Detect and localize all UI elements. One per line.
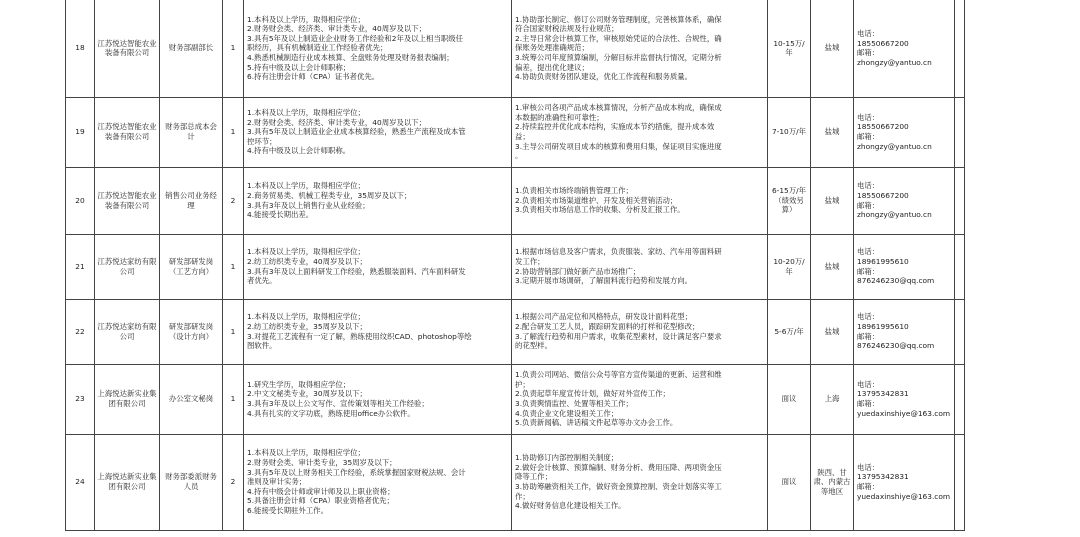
work-location: 上海	[811, 364, 854, 434]
duty-line: 作；	[515, 491, 530, 501]
requirements-cell	[244, 234, 512, 299]
duty-line: 4.做好财务信息化建设相关工作。	[515, 501, 626, 511]
headcount: 1	[223, 364, 244, 434]
table-body	[66, 0, 965, 530]
requirement-line: 1.本科及以上学历，取得相应学位；	[247, 312, 365, 322]
requirement-line: 1.本科及以上学历，取得相应学位；	[247, 448, 365, 458]
table-row	[66, 299, 965, 364]
duty-line: 的花型样。	[515, 341, 552, 351]
contact-cell	[854, 299, 955, 364]
duty-line: 3.主导公司研发项目成本的核算和费用归集，保证项目实施进度	[515, 141, 722, 151]
company-name: 江苏悦达家纺有限公司	[95, 299, 160, 364]
duty-line: 5.负责新闻稿、讲话稿文件起草等办文办会工作。	[515, 418, 678, 428]
salary: 10-15万/年	[768, 0, 811, 97]
contact-line: 18550667200	[857, 190, 909, 200]
table-row	[66, 364, 965, 434]
work-location: 盐城	[811, 167, 854, 234]
contact-line: zhongzy@yantuo.cn	[857, 57, 932, 67]
contact-line: yuedaxinshiye@163.com	[857, 491, 951, 501]
contact-cell	[854, 0, 955, 97]
duty-line: 本数据的准确性和可靠性；	[515, 112, 604, 122]
department-position: 办公室文秘岗	[160, 364, 223, 434]
duty-line: 偏差，提出优化建议；	[515, 62, 589, 72]
requirement-line: 2.纺工纺织类专业，35周岁及以下；	[247, 321, 367, 331]
row-number: 24	[66, 434, 95, 530]
headcount: 1	[223, 0, 244, 97]
duty-line: 发工作；	[515, 256, 545, 266]
recruitment-table	[65, 0, 965, 531]
contact-line: 电话：	[857, 181, 880, 191]
requirements-cell	[244, 434, 512, 530]
duties-cell	[512, 299, 768, 364]
requirement-line: 2.财务财会类、经济类、审计类专业，40周岁及以下；	[247, 24, 427, 34]
blank-cell	[955, 299, 965, 364]
contact-line: 18550667200	[857, 122, 909, 132]
duty-line: 保账务处理准确规范；	[515, 43, 589, 53]
company-name: 江苏悦达智能农业装备有限公司	[95, 167, 160, 234]
duty-line: 2.主导日常会计核算工作，审核原始凭证的合法性、合规性，确	[515, 33, 722, 43]
requirement-line: 2.财务财会类、审计类专业，35周岁及以下；	[247, 457, 397, 467]
company-name: 江苏悦达家纺有限公司	[95, 234, 160, 299]
requirement-line: 3.对提花工艺流程有一定了解，熟练使用纹织CAD、photoshop等绘	[247, 331, 472, 341]
table-row	[66, 234, 965, 299]
contact-line: 邮箱：	[857, 132, 880, 141]
requirement-line: 2.商务贸易类、机械工程类专业，35周岁及以下；	[247, 190, 412, 200]
requirements-cell	[244, 0, 512, 97]
requirement-line: 4.具有扎实的文字功底，熟练使用office办公软件。	[247, 408, 415, 418]
requirement-line: 1.研究生学历，取得相应学位；	[247, 379, 351, 389]
contact-cell	[854, 97, 955, 167]
work-location: 陕西、甘肃、内蒙古等地区	[811, 434, 854, 530]
contact-line: 18961995610	[857, 256, 909, 266]
requirement-line: 3.具有5年及以上制造业企业成本核算经验，熟悉生产流程及成本管	[247, 127, 466, 137]
headcount: 1	[223, 97, 244, 167]
requirement-line: 者优先。	[247, 276, 277, 286]
duties-cell	[512, 167, 768, 234]
requirement-line: 5.具备注册会计师（CPA）职业资格者优先；	[247, 496, 394, 506]
contact-line: 邮箱：	[857, 331, 880, 341]
duties-cell	[512, 234, 768, 299]
row-number: 21	[66, 234, 95, 299]
headcount: 1	[223, 299, 244, 364]
blank-cell	[955, 364, 965, 434]
salary: 7-10万/年	[768, 97, 811, 167]
contact-line: 电话：	[857, 379, 880, 389]
duties-cell	[512, 97, 768, 167]
contact-line: 18961995610	[857, 321, 909, 331]
duty-line: 4.协助负责财务团队建设，优化工作流程和服务质量。	[515, 72, 693, 82]
duty-line: 2.负责相关市场渠道维护、开发及相关营销活动；	[515, 195, 678, 205]
work-location: 盐城	[811, 299, 854, 364]
row-number: 22	[66, 299, 95, 364]
work-location: 盐城	[811, 234, 854, 299]
contact-line: 13795342831	[857, 389, 909, 399]
duty-line: 4.负责企业文化建设相关工作；	[515, 408, 619, 418]
requirement-line: 3.具有3年及以上面料研发工作经验，熟悉服装面料、汽车面料研发	[247, 266, 466, 276]
requirement-line: 4.能接受长期出差。	[247, 210, 314, 220]
row-number: 18	[66, 0, 95, 97]
company-name: 上海悦达新实业集团有限公司	[95, 364, 160, 434]
contact-line: 电话：	[857, 462, 880, 472]
salary: 面议	[768, 434, 811, 530]
duty-line: 。	[515, 151, 523, 161]
row-number: 23	[66, 364, 95, 434]
requirement-line: 准则及审计实务；	[247, 477, 307, 487]
requirement-line: 控环节；	[247, 136, 277, 146]
contact-line: 876246230@qq.com	[857, 276, 935, 286]
requirements-cell	[244, 299, 512, 364]
requirement-line: 职经历，具有机械制造业工作经验者优先；	[247, 43, 388, 53]
duties-cell	[512, 364, 768, 434]
contact-line: yuedaxinshiye@163.com	[857, 408, 951, 418]
duty-line: 3.了解流行趋势和用户需求，收集花型素材，设计满足客户要求	[515, 331, 722, 341]
requirement-line: 3.具有3年及以上销售行业从业经验；	[247, 200, 370, 210]
duty-line: 1.协助部长制定、修订公司财务管理制度，完善核算体系，确保	[515, 14, 722, 24]
requirement-line: 1.本科及以上学历，取得相应学位；	[247, 14, 365, 24]
blank-cell	[955, 234, 965, 299]
company-name: 上海悦达新实业集团有限公司	[95, 434, 160, 530]
requirement-line: 1.本科及以上学历，取得相应学位；	[247, 247, 365, 257]
duty-line: 益；	[515, 132, 530, 141]
blank-cell	[955, 167, 965, 234]
headcount: 2	[223, 167, 244, 234]
requirement-line: 6.能接受长期驻外工作。	[247, 506, 328, 516]
blank-cell	[955, 97, 965, 167]
duty-line: 3.负责舆情监控、处置等相关工作；	[515, 399, 633, 408]
department-position: 财务部委派财务人员	[160, 434, 223, 530]
table-row	[66, 167, 965, 234]
work-location: 盐城	[811, 0, 854, 97]
contact-line: 18550667200	[857, 38, 909, 48]
requirement-line: 图软件。	[247, 341, 277, 351]
contact-line: 邮箱：	[857, 482, 880, 491]
requirement-line: 6.持有注册会计师（CPA）证书者优先。	[247, 72, 380, 82]
headcount: 1	[223, 234, 244, 299]
requirement-line: 4.持有中级及以上会计师职称。	[247, 146, 351, 156]
requirement-line: 4.熟悉机械制造行业成本核算、全盘账务处理及财务报表编制；	[247, 53, 454, 63]
headcount: 2	[223, 434, 244, 530]
department-position: 销售公司业务经理	[160, 167, 223, 234]
duty-line: 1.负责相关市场终端销售管理工作；	[515, 186, 633, 196]
duty-line: 2.做好会计核算、预算编制、财务分析、费用压降、两项资金压	[515, 462, 722, 472]
duty-line: 3.负责相关市场信息工作的收集、分析及汇报工作。	[515, 205, 685, 215]
department-position: 研发部研发岗（设计方向）	[160, 299, 223, 364]
requirement-line: 1.本科及以上学历，取得相应学位；	[247, 181, 365, 191]
table-row	[66, 434, 965, 530]
blank-cell	[955, 434, 965, 530]
requirement-line: 5.持有中级及以上会计师职称；	[247, 62, 351, 72]
table-row	[66, 0, 965, 97]
duty-line: 3.定期开展市场调研，了解面料流行趋势和发展方向。	[515, 276, 693, 286]
salary: 10-20万/年	[768, 234, 811, 299]
requirement-line: 4.持有中级会计师或审计师及以上职业资格；	[247, 486, 395, 496]
duty-line: 1.审核公司各项产品成本核算情况，分析产品成本构成，确保成	[515, 103, 722, 113]
contact-line: 邮箱：	[857, 399, 880, 408]
contact-cell	[854, 234, 955, 299]
company-name: 江苏悦达智能农业装备有限公司	[95, 97, 160, 167]
duty-line: 2.协助营销部门做好新产品市场推广；	[515, 266, 641, 276]
department-position: 财务部副部长	[160, 0, 223, 97]
contact-cell	[854, 434, 955, 530]
contact-line: 电话：	[857, 247, 880, 257]
requirement-line: 2.纺工纺织类专业，40周岁及以下；	[247, 256, 367, 266]
requirement-line: 3.具有5年及以上财务相关工作经验，系统掌握国家财税法规、会计	[247, 467, 466, 477]
contact-line: 13795342831	[857, 472, 909, 482]
requirement-line: 3.具有3年及以上公文写作、宣传策划等相关工作经验；	[247, 399, 429, 408]
contact-cell	[854, 364, 955, 434]
contact-line: 邮箱：	[857, 200, 880, 210]
salary: 6-15万/年（绩效另算）	[768, 167, 811, 234]
contact-line: 邮箱：	[857, 48, 880, 58]
requirement-line: 3.具有5年及以上制造业企业财务工作经验和2年及以上相当职级任	[247, 33, 464, 43]
duty-line: 降等工作；	[515, 472, 552, 482]
table-row	[66, 97, 965, 167]
duty-line: 1.根据公司产品定位和风格特点，研发设计面料花型；	[515, 312, 693, 322]
contact-line: 电话：	[857, 312, 880, 322]
requirements-cell	[244, 167, 512, 234]
department-position: 研发部研发岗（工艺方向）	[160, 234, 223, 299]
duty-line: 3.统筹公司年度预算编制，分解目标并监督执行情况，定期分析	[515, 53, 722, 63]
contact-cell	[854, 167, 955, 234]
duty-line: 2.负责起草年度宣传计划，做好对外宣传工作；	[515, 389, 670, 399]
requirement-line: 2.中文文秘类专业，30周岁及以下；	[247, 389, 367, 399]
duty-line: 1.协助修订内部控制相关制度；	[515, 453, 619, 463]
duties-cell	[512, 0, 768, 97]
contact-line: 电话：	[857, 112, 880, 122]
requirement-line: 1.本科及以上学历，取得相应学位；	[247, 107, 365, 117]
department-position: 财务部总成本会计	[160, 97, 223, 167]
blank-cell	[955, 0, 965, 97]
contact-line: 邮箱：	[857, 266, 880, 276]
duty-line: 3.协助筹融资相关工作，做好资金预算控制、资金计划落实等工	[515, 482, 722, 491]
recruitment-table-sheet	[65, 0, 965, 531]
row-number: 20	[66, 167, 95, 234]
salary: 面议	[768, 364, 811, 434]
work-location: 盐城	[811, 97, 854, 167]
duty-line: 1.根据市场信息及客户需求，负责服装、家纺、汽车用等面料研	[515, 247, 722, 257]
contact-line: 电话：	[857, 29, 880, 38]
duty-line: 1.负责公司网站、微信公众号等官方宣传渠道的更新、运营和维	[515, 370, 722, 380]
duties-cell	[512, 434, 768, 530]
duty-line: 2.配合研发工艺人员，跟踪研发面料的打样和花型修改；	[515, 321, 700, 331]
salary: 5-6万/年	[768, 299, 811, 364]
company-name: 江苏悦达智能农业装备有限公司	[95, 0, 160, 97]
requirement-line: 2.财务财会类、经济类、审计类专业，40周岁及以下；	[247, 117, 427, 127]
duty-line: 2.持续监控并优化成本结构，实施成本节约措施，提升成本效	[515, 122, 715, 132]
requirements-cell	[244, 97, 512, 167]
duty-line: 护；	[515, 379, 530, 389]
contact-line: zhongzy@yantuo.cn	[857, 210, 932, 220]
row-number: 19	[66, 97, 95, 167]
contact-line: zhongzy@yantuo.cn	[857, 141, 932, 151]
requirements-cell	[244, 364, 512, 434]
contact-line: 876246230@qq.com	[857, 341, 935, 351]
duty-line: 符合国家财税法规及行业规范；	[515, 24, 619, 34]
